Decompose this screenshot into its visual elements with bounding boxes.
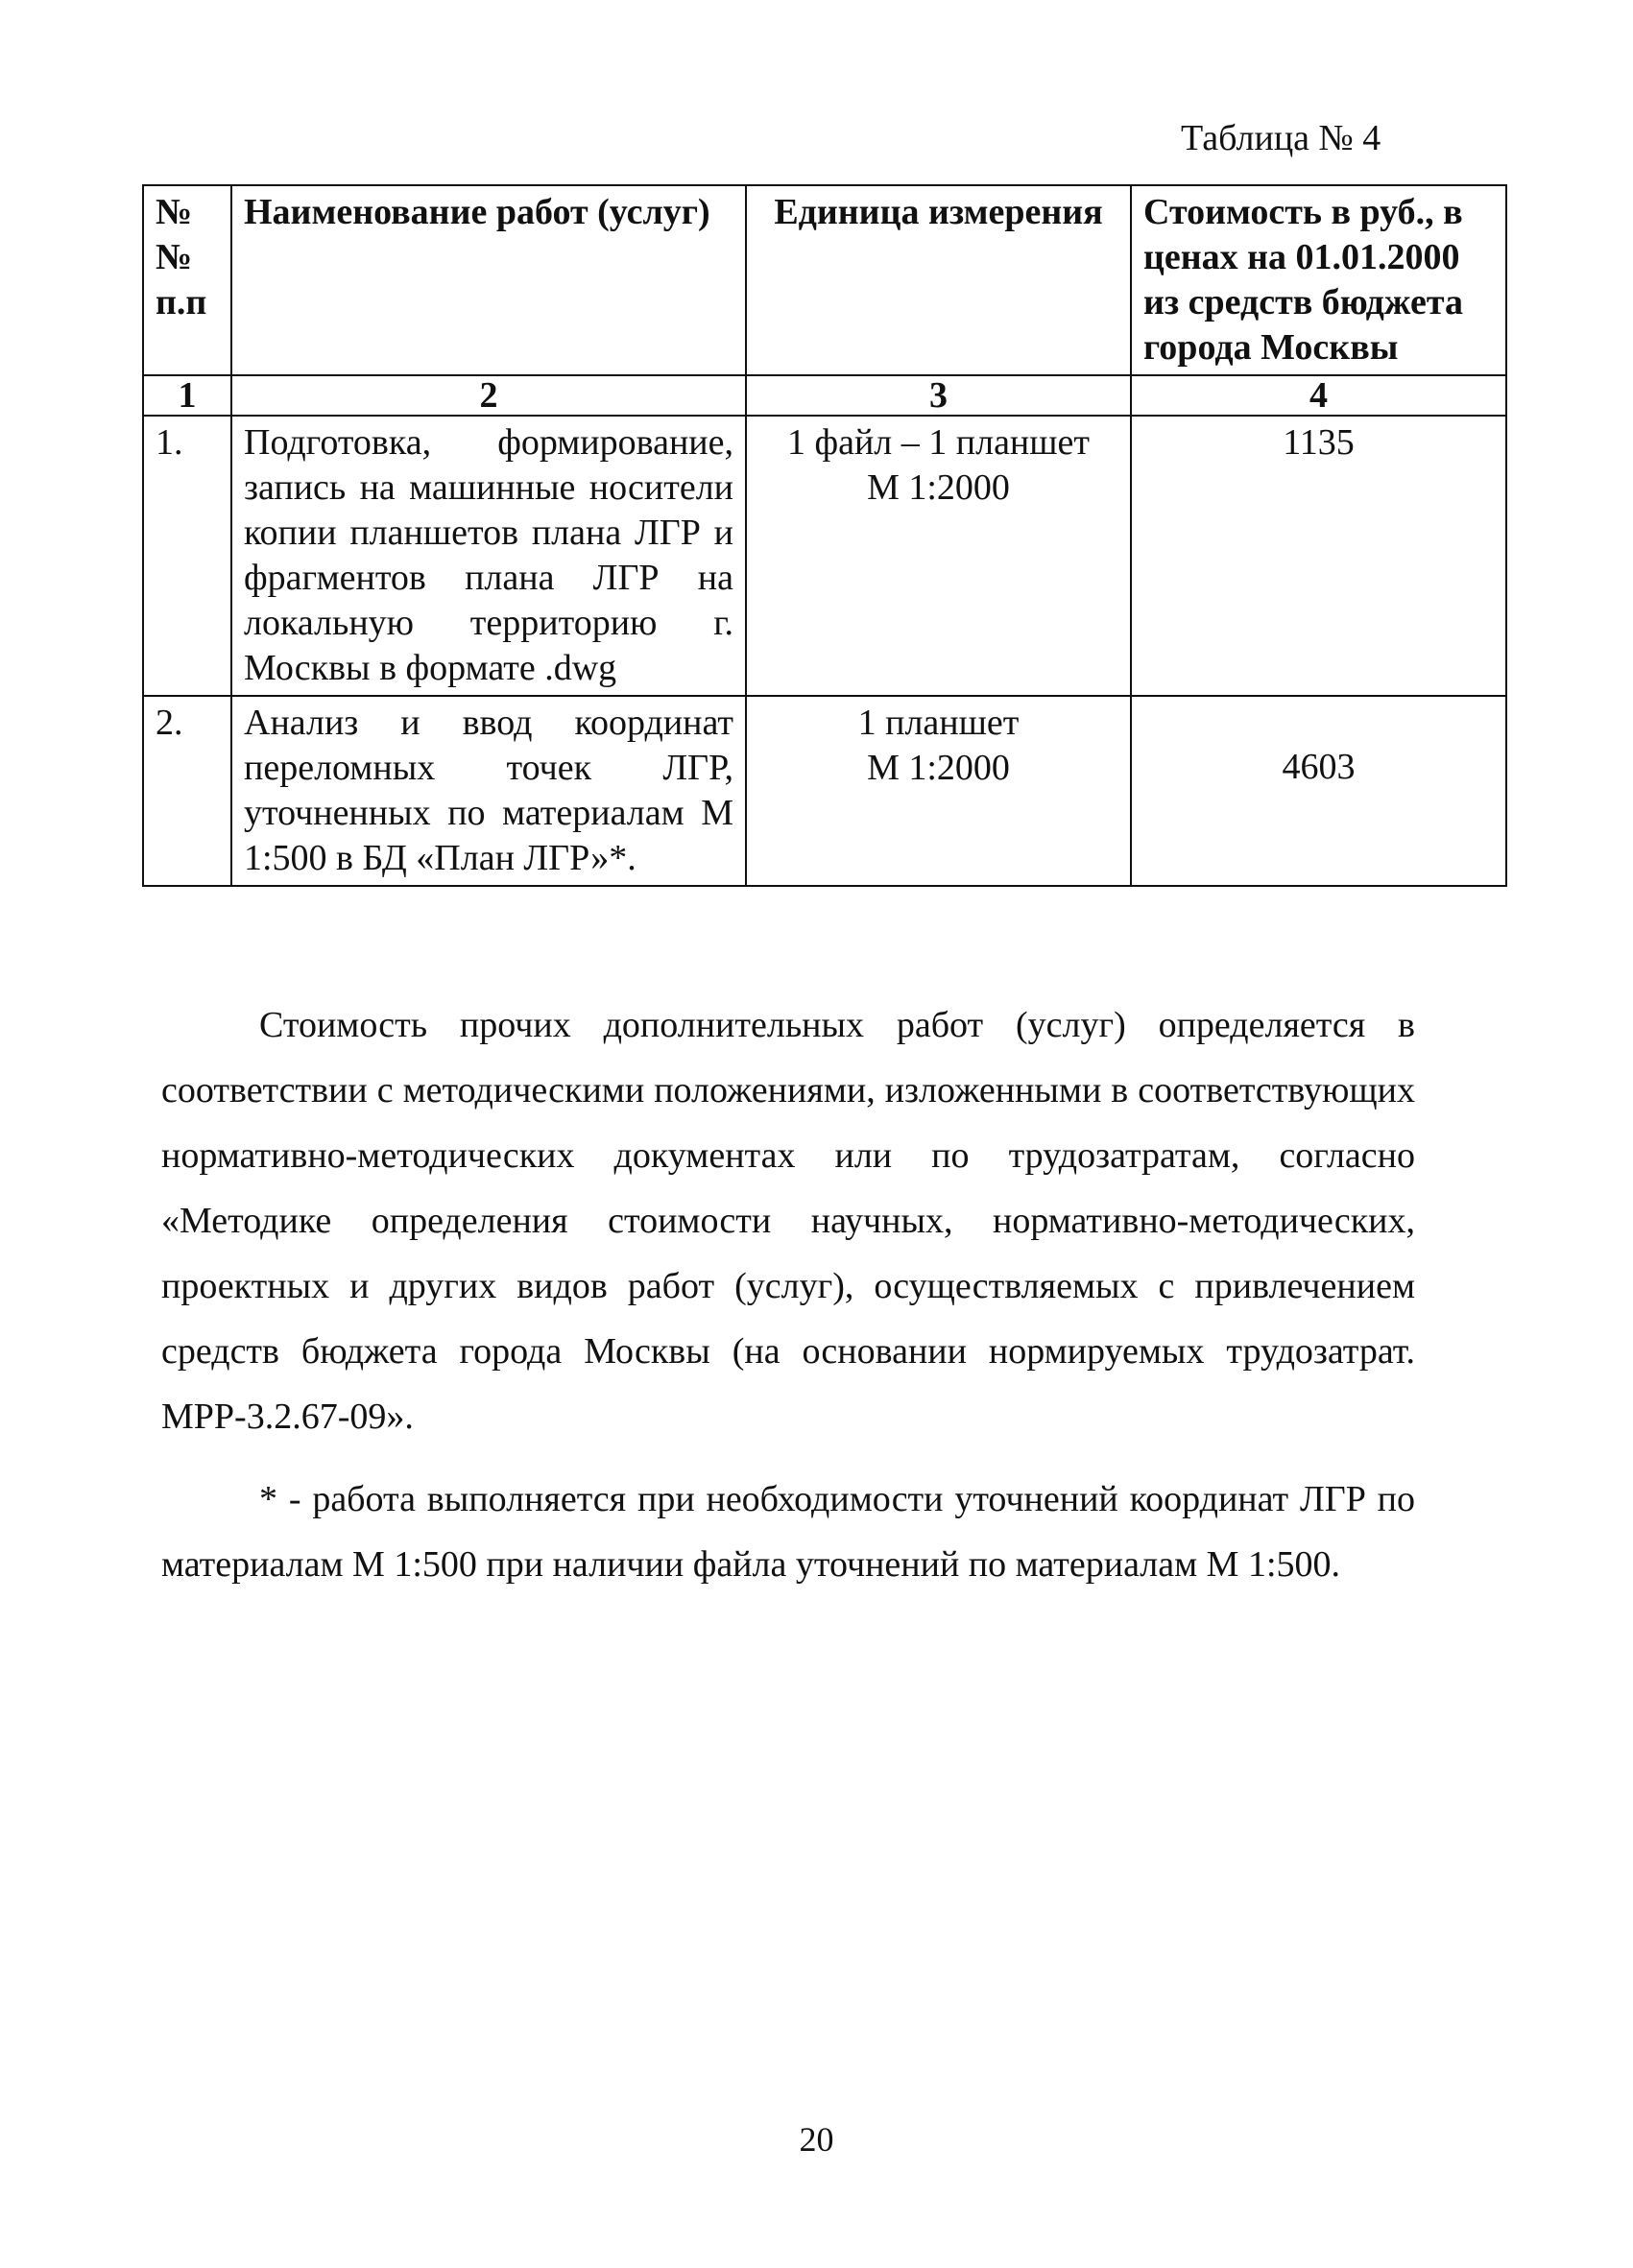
row-unit-line: 1 планшет: [857, 703, 1020, 743]
row-work-name: [231, 416, 746, 696]
row-unit-line: 1 файл – 1 планшет: [786, 422, 1091, 463]
header-index-label: № № п.п: [156, 192, 207, 322]
table-header-row: [143, 185, 1506, 375]
header-index: [143, 185, 231, 375]
page-number: 20: [799, 2120, 834, 2159]
header-unit: [746, 185, 1131, 375]
row-cost: 4603: [1131, 696, 1506, 886]
row-work-name-text: Анализ и ввод координат переломных точек ЛГР, уточненных по материалам М 1:500 в БД «План ЛГР»*.: [244, 703, 733, 878]
row-unit: [746, 696, 1131, 886]
row-unit-line: М 1:2000: [867, 467, 1010, 508]
header-cost-label: Стоимость в руб., в ценах на 01.01.2000 из средств бюджета города Москвы: [1143, 192, 1463, 368]
column-number: 1: [143, 375, 231, 416]
table-row: [143, 416, 1506, 696]
column-number: 4: [1131, 375, 1506, 416]
row-cost: 1135: [1131, 416, 1506, 696]
row-index: 2.: [143, 696, 231, 886]
column-number-row: [143, 375, 1506, 416]
row-work-name: [231, 696, 746, 886]
header-work-name-label: Наименование работ (услуг): [244, 192, 710, 232]
table-caption: Таблица № 4: [1181, 118, 1381, 158]
row-work-name-text: Подготовка, формирование, запись на машинные носители копии планшетов плана ЛГР и фрагментов плана ЛГР на локальную территорию г. Москвы в формате .dwg: [244, 422, 733, 688]
header-cost: [1131, 185, 1506, 375]
table-row: [143, 696, 1506, 886]
works-cost-table: [142, 184, 1507, 887]
footnote-paragraph: * - работа выполняется при необходимости уточнений координат ЛГР по материалам М 1:500 при наличии файла уточнений по материалам М 1:500.: [161, 1479, 1415, 1585]
row-index: 1.: [143, 416, 231, 696]
column-number: 3: [746, 375, 1131, 416]
header-work-name: [231, 185, 746, 375]
header-unit-label: Единица измерения: [774, 192, 1103, 232]
row-unit: [746, 416, 1131, 696]
body-paragraph: Стоимость прочих дополнительных работ (услуг) определяется в соответствии с методическими положениями, изложенными в соответствующих нормативно-методических документах или по трудозатратам, согласно «Методике определения стоимости научных, нормативно-методических, проектных и других видов работ (услуг), осуществляемых с привлечением средств бюджета города Москвы (на основании нормируемых трудозатрат. МРР-3.2.67-09».: [161, 1005, 1415, 1437]
column-number: 2: [231, 375, 746, 416]
row-unit-line: М 1:2000: [867, 748, 1010, 788]
